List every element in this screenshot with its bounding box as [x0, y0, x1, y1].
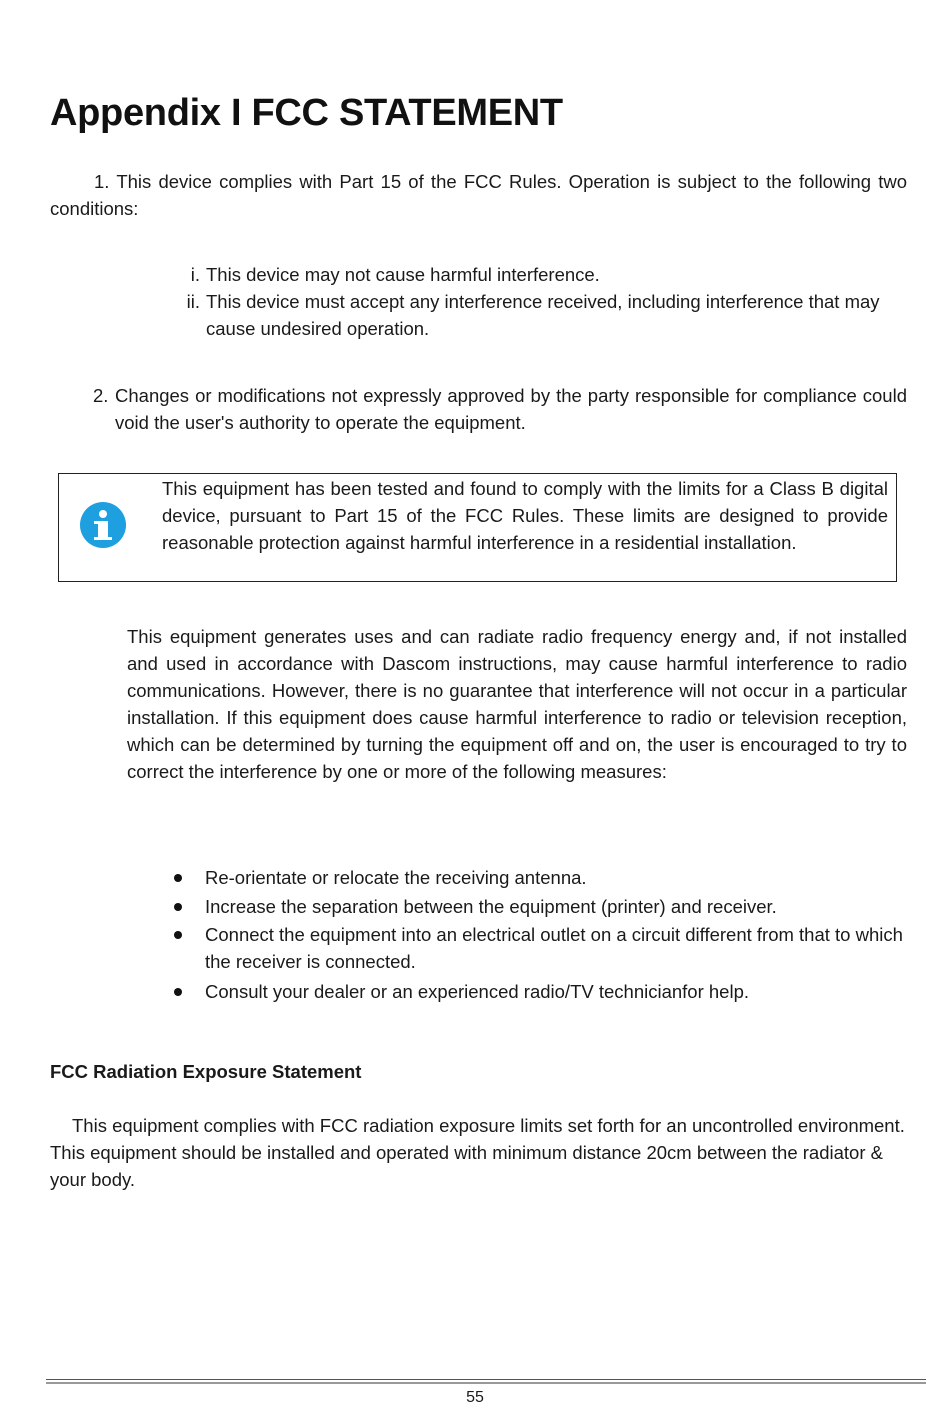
- item-1-text: This device complies with Part 15 of the FCC Rules. Operation is subject to the following two conditions:: [50, 171, 907, 219]
- page-title: Appendix I FCC STATEMENT: [50, 92, 563, 134]
- fcc-item-1: [50, 168, 907, 222]
- info-note-text: This equipment has been tested and found to comply with the limits for a Class B digital device, pursuant to Part 15 of the FCC Rules. These limits are designed to provide reasonable protection against harmful interference in a residential installation.: [162, 478, 888, 553]
- item-2-number: 2.: [93, 385, 109, 406]
- measure-item: [170, 978, 915, 1005]
- bullet-icon: [174, 988, 182, 996]
- radiation-heading: FCC Radiation Exposure Statement: [50, 1061, 362, 1082]
- condition-numeral: i.: [190, 264, 200, 285]
- condition-text: This device may not cause harmful interference.: [206, 264, 600, 285]
- condition-numeral: ii.: [186, 291, 200, 312]
- measure-text: Increase the separation between the equipment (printer) and receiver.: [205, 896, 777, 917]
- bullet-icon: [174, 874, 182, 882]
- info-icon: [80, 502, 126, 548]
- condition-item: [170, 261, 910, 288]
- footer-divider: [46, 1379, 926, 1380]
- condition-item: [170, 288, 910, 342]
- bullet-icon: [174, 931, 182, 939]
- measure-item: [170, 864, 915, 891]
- measure-item: [170, 893, 915, 920]
- fcc-item-2: [93, 382, 907, 436]
- condition-text: This device must accept any interference received, including interference that may cause undesired operation.: [206, 291, 880, 339]
- measure-text: Re-orientate or relocate the receiving antenna.: [205, 867, 587, 888]
- info-note-box: [58, 473, 897, 582]
- item-1-number: 1.: [94, 171, 110, 192]
- footer-divider-shadow: [46, 1382, 926, 1384]
- page-number: 55: [466, 1389, 484, 1406]
- item-2-text: Changes or modifications not expressly approved by the party responsible for compliance could void the user's authority to operate the equipment.: [115, 385, 907, 433]
- measure-text: Connect the equipment into an electrical outlet on a circuit different from that to which the receiver is connected.: [205, 924, 903, 972]
- bullet-icon: [174, 903, 182, 911]
- measure-item: [170, 921, 915, 975]
- interference-paragraph: This equipment generates uses and can radiate radio frequency energy and, if not installed and used in accordance with Dascom instructions, may cause harmful interference to radio communications. However, there is no guarantee that interference will not occur in a particular installation. If this equipment does cause harmful interference to radio or television reception, which can be determined by turning the equipment off and on, the user is encouraged to try to correct the interference by one or more of the following measures:: [127, 626, 907, 782]
- measure-text: Consult your dealer or an experienced radio/TV technicianfor help.: [205, 981, 750, 1002]
- radiation-text: This equipment complies with FCC radiation exposure limits set forth for an uncontrolled environment. This equipment should be installed and operated with minimum distance 20cm between the radiator & your body.: [50, 1115, 905, 1190]
